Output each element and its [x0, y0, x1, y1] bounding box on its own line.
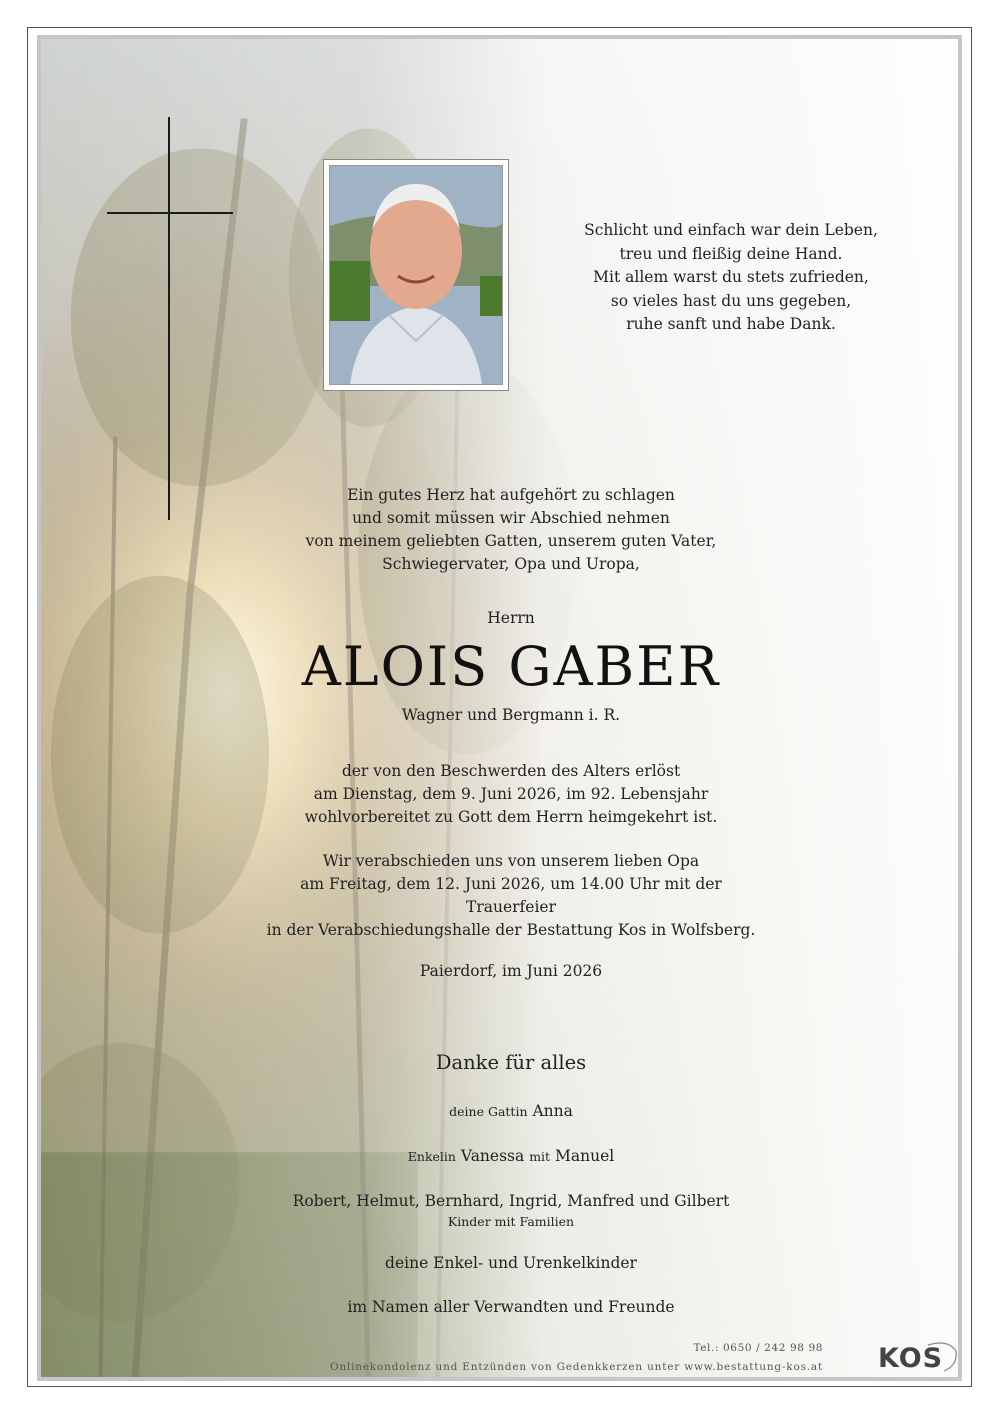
funeral-line: in der Verabschiedungshalle der Bestattung Kos in Wolfsberg.	[266, 921, 756, 939]
mourner-children: Robert, Helmut, Bernhard, Ingrid, Manfred und Gilbert	[292, 1192, 730, 1210]
granddaughter-prefix: Enkelin	[407, 1149, 456, 1164]
death-notice	[261, 760, 761, 829]
funeral-line: Wir verabschieden uns von unserem lieben Opa	[322, 852, 700, 870]
mourner-granddaughter	[261, 1147, 761, 1165]
portrait-photo	[329, 165, 503, 385]
partner-name: Manuel	[555, 1147, 615, 1165]
funeral-line: am Freitag, dem 12. Juni 2026, um 14.00 Uhr mit der Trauerfeier	[300, 875, 722, 916]
wife-name: Anna	[532, 1102, 573, 1120]
portrait-frame	[323, 159, 509, 391]
logo-text: KOS	[878, 1343, 944, 1374]
cross-icon-horizontal	[107, 212, 233, 214]
poem-line: Schlicht und einfach war dein Leben,	[584, 221, 878, 239]
poem	[531, 219, 931, 337]
mourner-grandchildren: deine Enkel- und Urenkelkinder	[385, 1254, 637, 1272]
intro-line: Schwiegervater, Opa und Uropa,	[382, 555, 640, 573]
salutation: Herrn	[487, 609, 535, 627]
with-word: mit	[529, 1149, 551, 1164]
cross-icon-vertical	[168, 117, 170, 520]
kos-logo	[878, 1337, 958, 1377]
mourner-relatives: im Namen aller Verwandten und Freunde	[347, 1298, 675, 1316]
death-line: der von den Beschwerden des Alters erlöst	[341, 762, 681, 780]
place-date: Paierdorf, im Juni 2026	[419, 962, 603, 980]
death-line: am Dienstag, dem 9. Juni 2026, im 92. Lebensjahr	[313, 785, 709, 803]
intro-line: von meinem geliebten Gatten, unserem guten Vater,	[305, 532, 717, 550]
death-line: wohlvorbereitet zu Gott dem Herrn heimgekehrt ist.	[304, 808, 718, 826]
intro-text	[261, 484, 761, 576]
deceased-name: ALOIS GABER	[301, 635, 721, 698]
children-caption: Kinder mit Familien	[447, 1214, 575, 1229]
granddaughter-name: Vanessa	[460, 1147, 525, 1165]
poem-line: ruhe sanft und habe Dank.	[626, 315, 836, 333]
wife-prefix: deine Gattin	[449, 1104, 528, 1119]
poem-line: treu und fleißig deine Hand.	[619, 244, 843, 263]
poem-line: so vieles hast du uns gegeben,	[610, 291, 852, 310]
notice-panel	[37, 35, 962, 1381]
intro-line: und somit müssen wir Abschied nehmen	[352, 509, 670, 527]
intro-line: Ein gutes Herz hat aufgehört zu schlagen	[347, 486, 675, 504]
occupation: Wagner und Bergmann i. R.	[401, 706, 621, 724]
footer-condolence: Onlinekondolenz und Entzünden von Gedenkkerzen unter www.bestattung-kos.at	[329, 1361, 823, 1373]
footer-phone: Tel.: 0650 / 242 98 98	[693, 1342, 823, 1354]
mourner-wife	[261, 1102, 761, 1120]
poem-line: Mit allem warst du stets zufrieden,	[593, 268, 869, 286]
thanks-heading: Danke für alles	[435, 1051, 587, 1074]
funeral-notice	[261, 850, 761, 942]
